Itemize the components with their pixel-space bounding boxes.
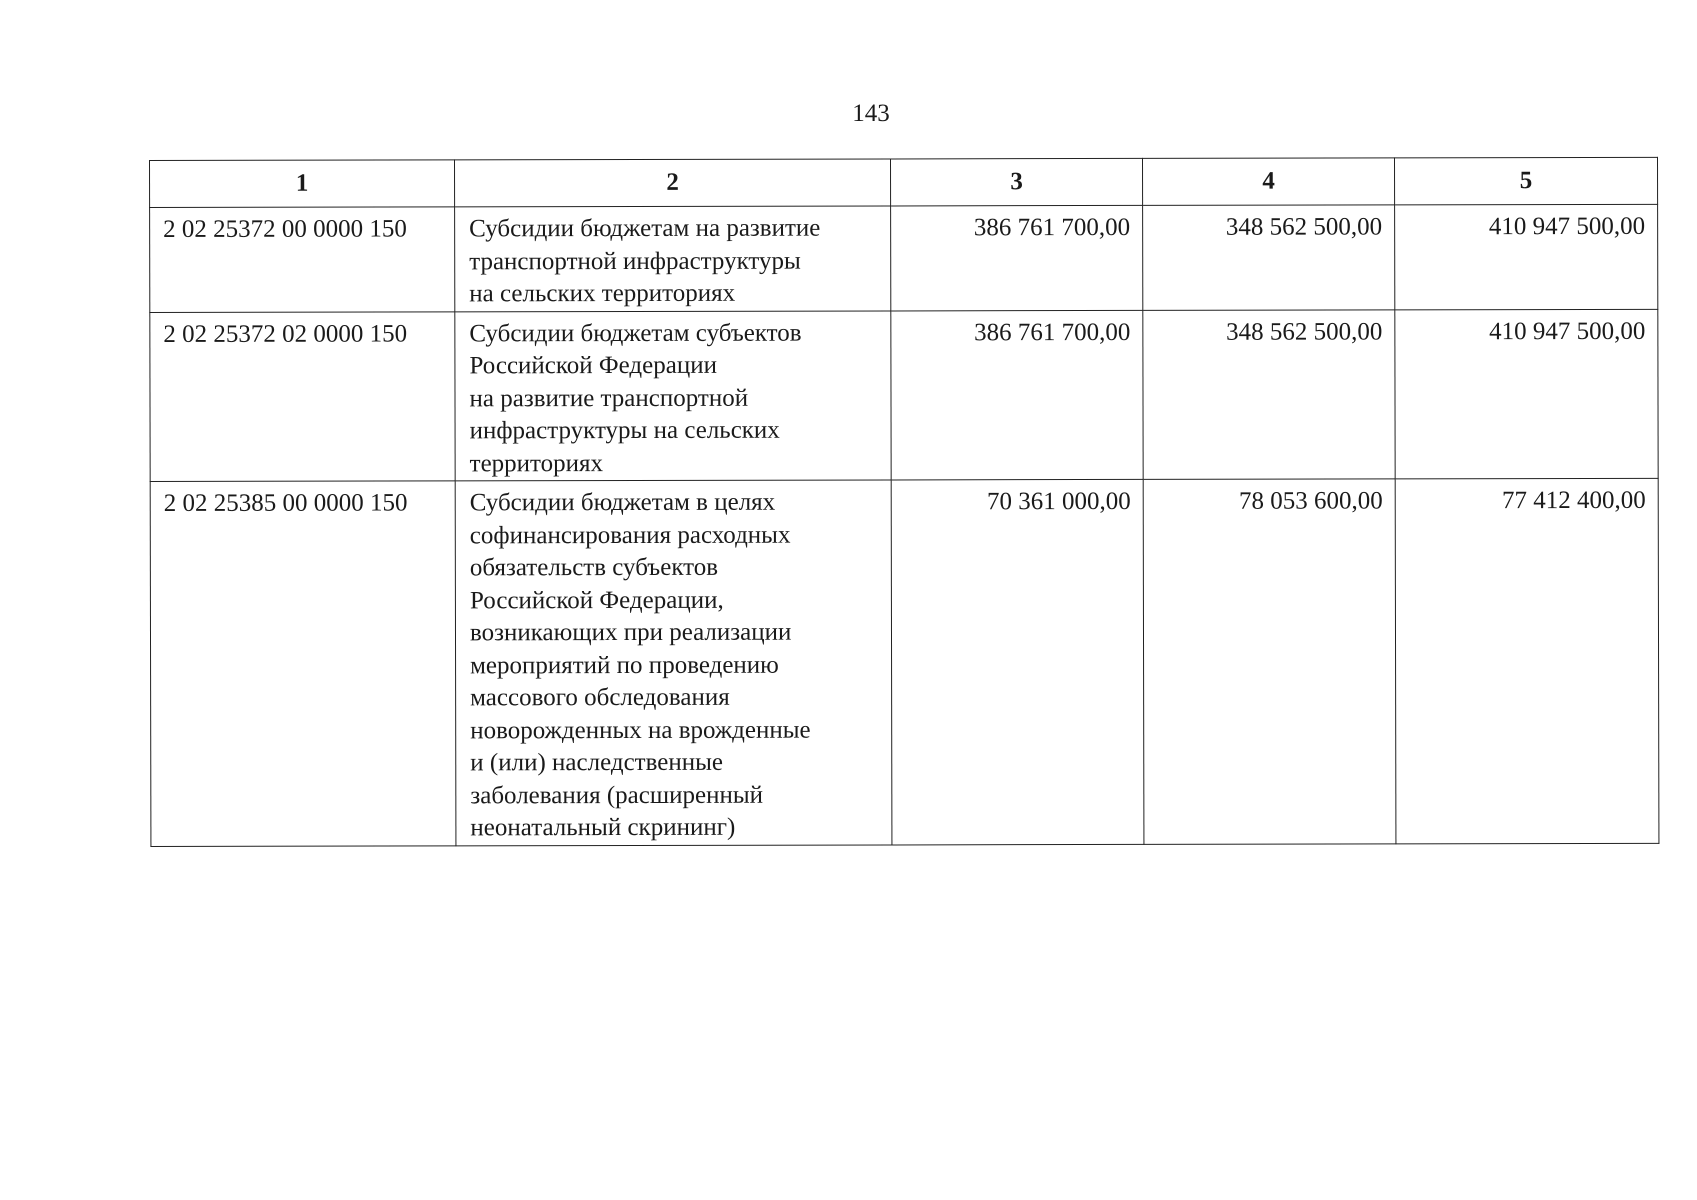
description-line: транспортной инфраструктуры [469,247,801,275]
description-cell [455,480,892,845]
amount-col-3-cell: 386 761 700,00 [891,310,1143,480]
header-col-5: 5 [1394,157,1657,205]
amount-col-3-cell: 70 361 000,00 [891,479,1144,844]
description-cell [455,310,891,480]
description-cell [455,206,891,311]
table-row [150,478,1659,846]
description-line: на сельских территориях [469,279,736,308]
description-line: мероприятий по проведению [470,651,779,679]
description-line: территориях [469,449,604,477]
description-line: обязательств субъектов [469,553,719,582]
description-line: новорожденных на врожденные [470,716,811,744]
amount-col-5-cell: 77 412 400,00 [1395,478,1659,843]
description-line: Российской Федерации [469,351,717,380]
header-col-2: 2 [455,159,891,207]
description-line: и (или) наследственные [470,748,724,777]
description-line: возникающих при реализации [469,618,792,647]
amount-col-5-cell: 410 947 500,00 [1395,204,1658,309]
budget-table [149,157,1659,847]
description-line: заболевания (расширенный [470,781,764,809]
description-line: Субсидии бюджетам на развитие [469,214,821,243]
budget-code-cell: 2 02 25372 00 0000 150 [150,207,455,312]
amount-col-4-cell: 78 053 600,00 [1143,479,1396,844]
description-line: софинансирования расходных [469,521,791,549]
table-header-row [150,157,1658,207]
description-line: Российской Федерации, [469,586,724,614]
header-col-3: 3 [890,158,1142,206]
description-line: неонатальный скрининг) [470,813,736,842]
table-row [150,204,1658,312]
header-col-1: 1 [150,160,455,208]
amount-col-4-cell: 348 562 500,00 [1143,309,1395,479]
budget-table-container [149,157,1658,847]
description-line: на развитие транспортной [469,384,749,412]
amount-col-3-cell: 386 761 700,00 [891,205,1143,310]
header-col-4: 4 [1142,158,1394,206]
description-line: инфраструктуры на сельских [469,416,780,445]
budget-code-cell: 2 02 25385 00 0000 150 [150,481,456,846]
page-number: 143 [852,100,890,127]
amount-col-5-cell: 410 947 500,00 [1395,309,1658,479]
description-line: Субсидии бюджетам в целях [469,488,776,517]
amount-col-4-cell: 348 562 500,00 [1143,205,1395,310]
table-row [150,309,1658,482]
description-line: массового обследования [470,683,730,712]
description-line: Субсидии бюджетам субъектов [469,319,802,347]
budget-code-cell: 2 02 25372 02 0000 150 [150,311,455,481]
